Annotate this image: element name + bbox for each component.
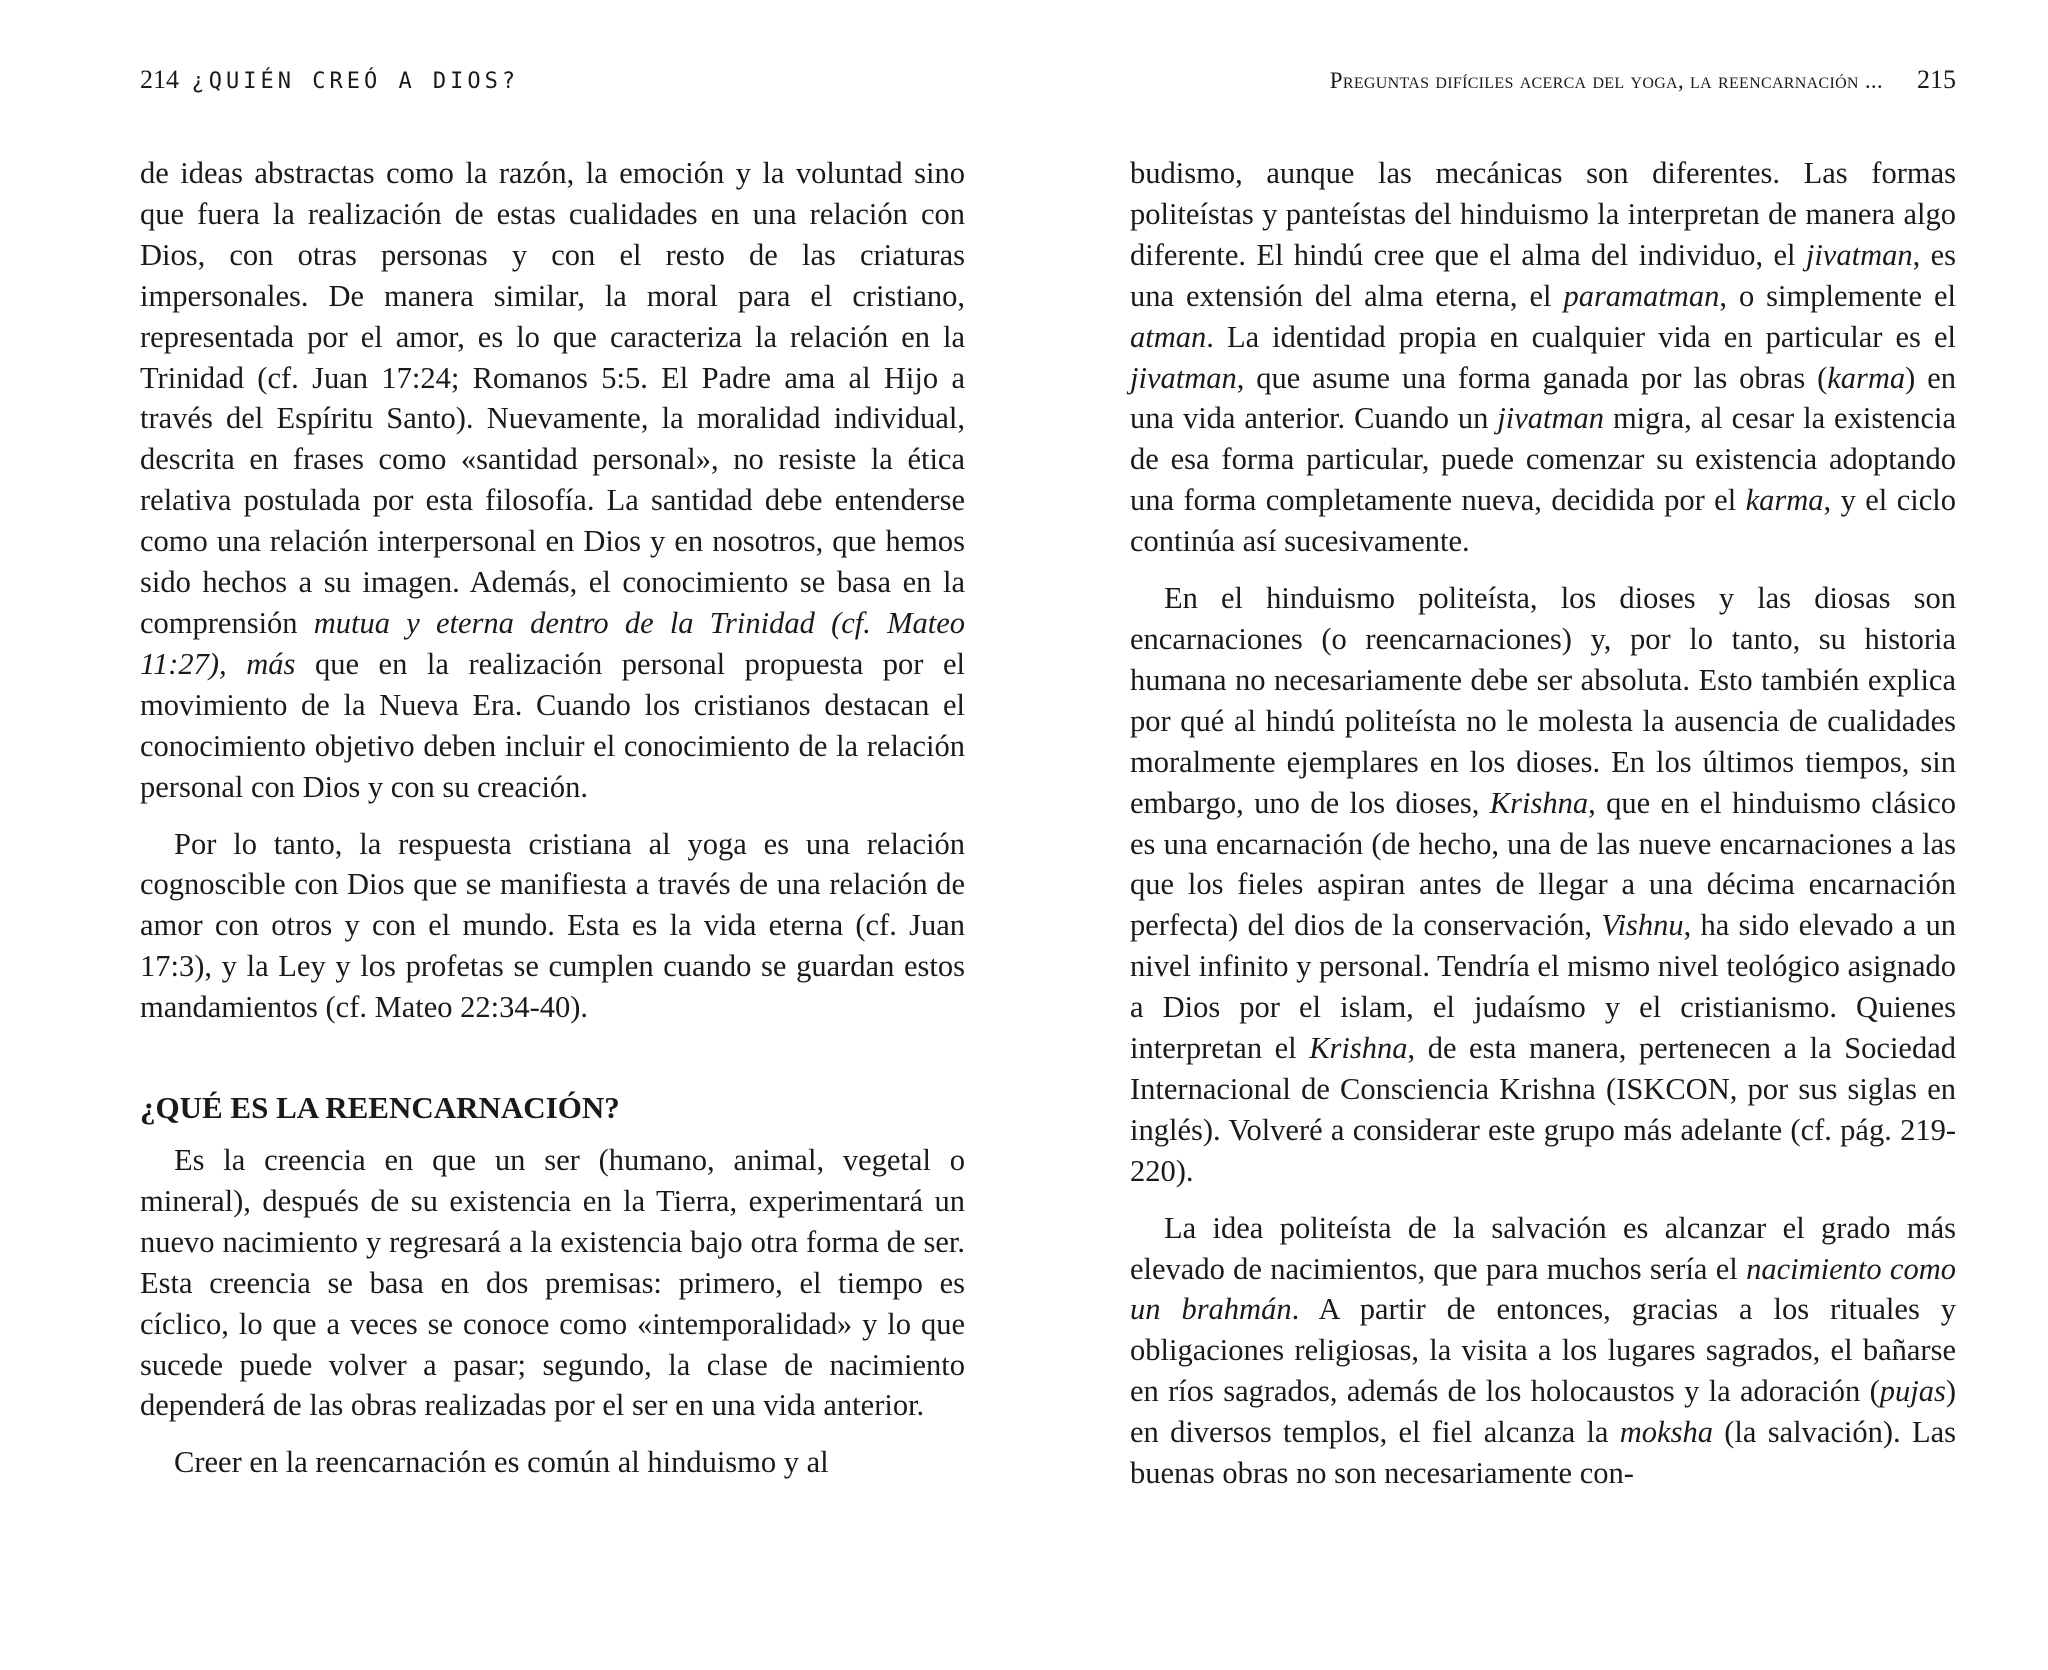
- left-paragraph-3: Es la creencia en que un ser (humano, animal, vegetal o mineral), después de su existencia en la Tierra, experimentará un nuevo nacimiento y regresará a la existencia bajo otra forma de ser. Esta creencia se basa en dos premisas: primero, el tiempo es cíclico, lo que a veces se conoce como «intemporalidad» y lo que sucede puede volver a pasar; segundo, la clase de nacimiento dependerá de las obras realizadas por el ser en una vida anterior.: [140, 1143, 965, 1423]
- italic-term: atman: [1130, 319, 1207, 354]
- text-run: La idea politeísta de la salvación es alcanzar el grado más elevado de nacimientos, que para muchos sería el: [1130, 1210, 1956, 1286]
- left-page: [140, 0, 965, 1670]
- italic-term: Krishna: [1309, 1031, 1408, 1066]
- italic-term: moksha: [1619, 1415, 1713, 1450]
- italic-term: Krishna: [1489, 785, 1589, 820]
- left-p1-text: de ideas abstractas como la razón, la emoción y la voluntad sino que fuera la realización de estas cualidades en una relación con Dios, con otras personas y con el resto de las criaturas impersonales. De manera similar, la moral para el cristiano, representada por el amor, es lo que caracteriza la relación en la Trinidad (cf. Juan 17:24; Romanos 5:5. El Padre ama al Hijo a través del Espíritu Santo). Nuevamente, la moralidad individual, descrita en frases como «santidad personal», no resiste la ética relativa postulada por esta filosofía. La santidad debe entenderse como una relación interpersonal en Dios y en nosotros, que hemos sido hechos a su imagen. Además, el conocimiento se basa en la comprensión: [140, 156, 965, 640]
- text-run: , es una extensión del alma eterna, el: [1130, 237, 1956, 313]
- left-p1-end: que en la realización personal propuesta por el movimiento de la Nueva Era. Cuando los cristianos destacan el conocimiento objetivo deben incluir el conocimiento de la relación personal con Dios y con su creación.: [140, 646, 966, 804]
- section-heading: ¿QUÉ ES LA REENCARNACIÓN?: [140, 1090, 620, 1126]
- text-run: (la salvación). Las buenas obras no son necesariamente con-: [1130, 1415, 1956, 1491]
- text-run: , o simplemente el: [1719, 278, 1956, 313]
- left-paragraph-4: Creer en la reencarnación es común al hinduismo y al: [174, 1445, 829, 1480]
- left-running-title: ¿QUIÉN CREÓ A DIOS?: [191, 69, 520, 94]
- text-run: migra, al cesar la existencia de esa forma particular, puede comenzar su existencia adoptando una forma completamente nueva, decidida por el: [1130, 401, 1956, 518]
- italic-term: paramatman: [1563, 278, 1720, 313]
- text-run: budismo, aunque las mecánicas son diferentes. Las formas politeístas y panteístas del hinduismo la interpretan de manera algo diferente. El hindú cree que el alma del individuo, el: [1130, 156, 1956, 272]
- text-run: . La identidad propia en cualquier vida en particular es el: [1206, 319, 1956, 354]
- left-p1-italic: mutua y eterna dentro de la Trinidad (cf. Mateo 11:27), más: [140, 605, 965, 681]
- text-run: , y el ciclo continúa así sucesivamente.: [1130, 483, 1956, 559]
- italic-term: karma: [1745, 483, 1824, 518]
- text-run: , que en el hinduismo clásico es una encarnación (de hecho, una de las nueve encarnaciones a las que los fieles aspiran antes de llegar a una décima encarnación perfecta) del dios de la conservación,: [1130, 785, 1956, 943]
- left-page-number: 214: [140, 65, 179, 94]
- right-body-text: [1130, 153, 1956, 1494]
- text-run: , de esta manera, pertenecen a la Sociedad Internacional de Consciencia Krishna (ISKCON, por sus siglas en inglés). Volveré a considerar este grupo más adelante (cf. pág. 219-220).: [1130, 1031, 1956, 1188]
- right-paragraph-2: [1130, 578, 1956, 1192]
- right-page-number: 215: [1917, 65, 1956, 94]
- text-run: En el hinduismo politeísta, los dioses y las diosas son encarnaciones (o reencarnaciones) y, por lo tanto, su historia humana no necesariamente debe ser absoluta. Esto también explica por qué al hindú politeísta no le molesta la ausencia de cualidades moralmente ejemplares en los dioses. En los últimos tiempos, sin embargo, uno de los dioses,: [1130, 581, 1956, 820]
- italic-term: nacimiento como un brahmán: [1130, 1251, 1956, 1327]
- text-run: ) en diversos templos, el fiel alcanza la: [1130, 1374, 1956, 1450]
- left-running-head: [140, 62, 965, 98]
- right-running-title: Preguntas difíciles acerca del yoga, la reencarnación ...: [1329, 68, 1883, 93]
- italic-term: pujas: [1879, 1374, 1946, 1409]
- text-run: . A partir de entonces, gracias a los rituales y obligaciones religiosas, la visita a los lugares sagrados, el bañarse en ríos sagrados, además de los holocaustos y la adoración (: [1130, 1292, 1956, 1409]
- left-paragraph-2: Por lo tanto, la respuesta cristiana al yoga es una relación cognoscible con Dios que se manifiesta a través de una relación de amor con otros y con el mundo. Esta es la vida eterna (cf. Juan 17:3), y la Ley y los profetas se cumplen cuando se guardan estos mandamientos (cf. Mateo 22:34-40).: [140, 826, 965, 1025]
- italic-term: jivatman: [1130, 360, 1237, 395]
- left-paragraph-1: [140, 153, 965, 808]
- text-run: ) en una vida anterior. Cuando un: [1130, 360, 1956, 436]
- text-run: , que asume una forma ganada por las obras (: [1236, 360, 1828, 395]
- italic-term: Vishnu: [1601, 908, 1684, 943]
- right-page: [1130, 0, 1956, 1670]
- italic-term: jivatman: [1497, 401, 1605, 436]
- italic-term: jivatman: [1805, 237, 1913, 272]
- text-run: , ha sido elevado a un nivel infinito y personal. Tendría el mismo nivel teológico asignado a Dios por el islam, el judaísmo y el cristianismo. Quienes interpretan el: [1130, 908, 1956, 1066]
- right-running-head: [1130, 62, 1956, 98]
- left-body-text: [140, 153, 965, 1483]
- italic-term: karma: [1827, 360, 1906, 395]
- right-paragraph-1: [1130, 153, 1956, 562]
- right-paragraph-3: [1130, 1208, 1956, 1494]
